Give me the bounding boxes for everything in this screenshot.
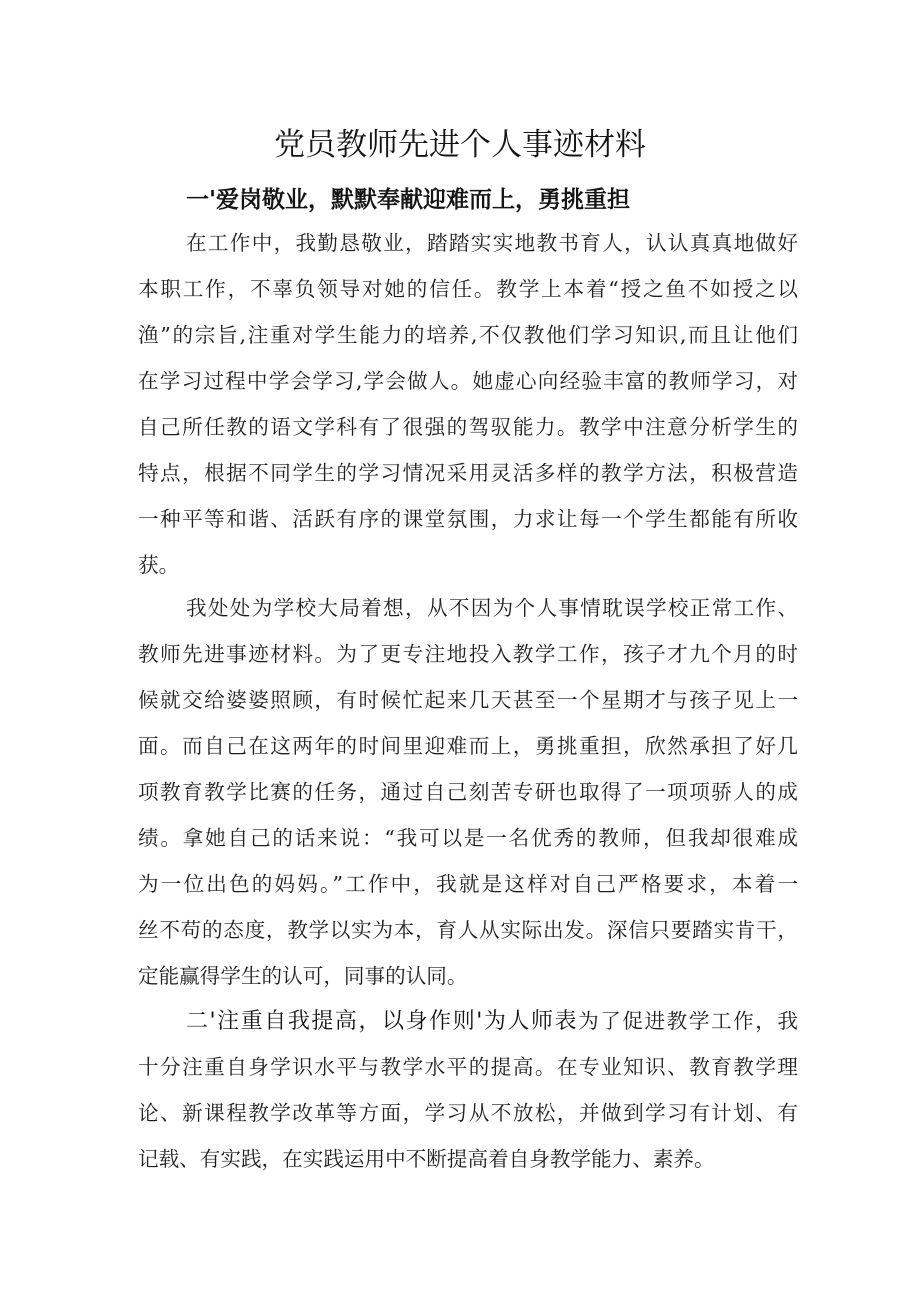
- text-line: 一种平等和谐、活跃有序的课堂氛围，力求让每一个学生都能有所收: [138, 507, 798, 531]
- text-line: 在工作中，我勤恳敬业，踏踏实实地教书育人，认认真真地做好: [186, 231, 798, 255]
- text-line: 候就交给婆婆照顾，有时候忙起来几天甚至一个星期才与孩子见上一: [138, 688, 798, 712]
- text-line: 为一位出色的妈妈。”工作中，我就是这样对自己严格要求，本着一: [138, 872, 798, 896]
- document-title: 党员教师先进个人事迹材料: [274, 127, 646, 163]
- section-2-first-line: [186, 998, 798, 1044]
- text-line: 本职工作，不辜负领导对她的信任。教学上本着“授之鱼不如授之以: [138, 277, 798, 301]
- text-line: 特点，根据不同学生的学习情况采用灵活多样的教学方法，积极营造: [138, 461, 798, 485]
- text-line: 论、新课程教学改革等方面，学习从不放松，并做到学习有计划、有: [138, 1101, 798, 1125]
- section-1-heading: 一'爱岗敬业，默默奉献迎难而上，勇挑重担: [186, 187, 631, 213]
- text-line: 丝不苟的态度，教学以实为本，育人从实际出发。深信只要踏实肯干，: [138, 918, 798, 942]
- text-line: 项教育教学比赛的任务，通过自己刻苦专研也取得了一项项骄人的成: [138, 780, 798, 804]
- text-line: 记载、有实践，在实践运用中不断提高着自身教学能力、素养。: [138, 1147, 715, 1171]
- text-line: 十分注重自身学识水平与教学水平的提高。在专业知识、教育教学理: [138, 1055, 798, 1079]
- text-line: 绩。拿她自己的话来说：“我可以是一名优秀的教师，但我却很难成: [138, 826, 798, 850]
- section-2-heading: 二'注重自我提高，以身作则'为人师表: [186, 1009, 579, 1034]
- text-line: 面。而自己在这两年的时间里迎难而上，勇挑重担，欣然承担了好几: [138, 734, 798, 758]
- text-line: 获。: [138, 553, 180, 577]
- text-line: 在学习过程中学会学习,学会做人。她虚心向经验丰富的教师学习，对: [138, 369, 798, 393]
- text-line: 自己所任教的语文学科有了很强的驾驭能力。教学中注意分析学生的: [138, 415, 798, 439]
- text-line: 我处处为学校大局着想，从不因为个人事情耽误学校正常工作、: [186, 596, 798, 620]
- text-line: 定能赢得学生的认可，同事的认同。: [138, 964, 468, 988]
- text-line: 教师先进事迹材料。为了更专注地投入教学工作，孩子才九个月的时: [138, 642, 798, 666]
- text-line: 渔”的宗旨,注重对学生能力的培养,不仅教他们学习知识,而且让他们: [138, 323, 798, 347]
- section-2-first-line-text: 为了促进教学工作，我: [578, 1009, 798, 1033]
